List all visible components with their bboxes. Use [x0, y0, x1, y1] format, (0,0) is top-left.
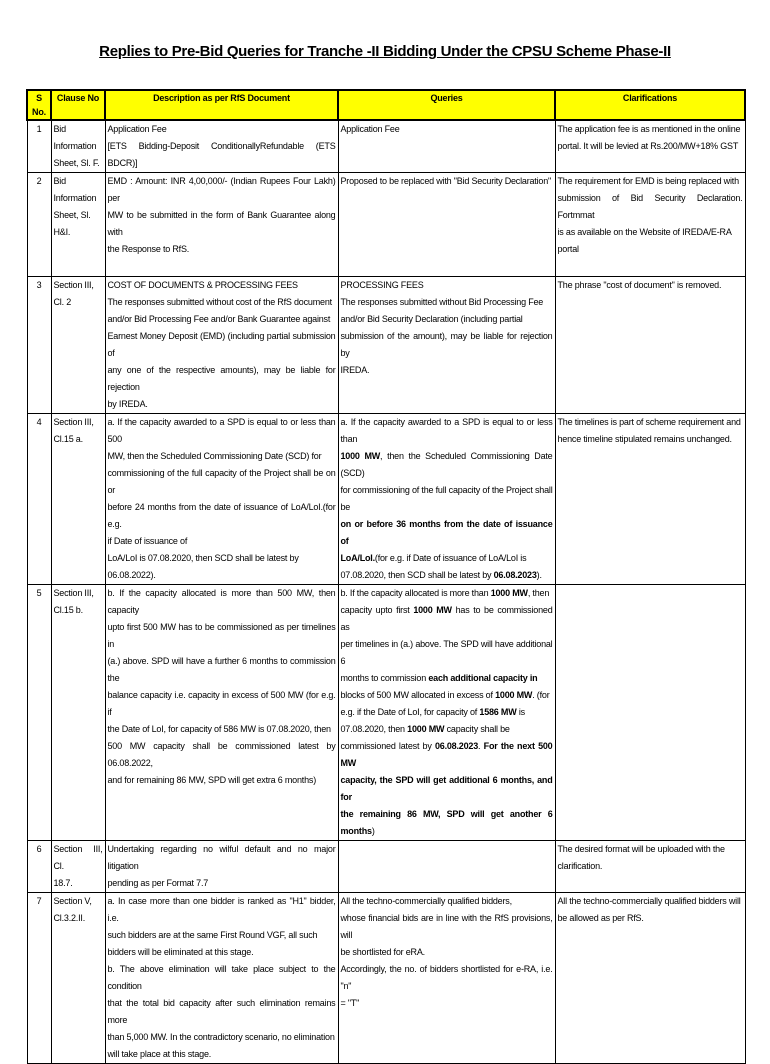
pre-bid-queries-table [26, 89, 746, 1064]
table-row [27, 893, 745, 1064]
table-body [27, 120, 745, 1064]
cell-line: 1000 MW, then the Scheduled Commissioning Date (SCD) [340, 451, 553, 478]
clarifications-cell [555, 893, 745, 1064]
sno-cell: 5 [27, 585, 51, 841]
cell-line: will take place at this stage. [107, 1049, 212, 1059]
cell-line: submission of Bid Security Declaration. Fortmmat [557, 193, 743, 220]
description-cell [105, 120, 338, 173]
cell-line: 500 MW capacity shall be commissioned latest by 06.08.2022, [107, 741, 336, 768]
cell-line: (a.) above. SPD will have a further 6 months to commission the [107, 656, 336, 683]
cell-line: Application Fee [340, 124, 400, 134]
cell-line: Cl.15 b. [53, 605, 83, 615]
clarifications-cell [555, 173, 745, 277]
cell-line: IREDA. [340, 365, 370, 375]
sno-cell: 3 [27, 277, 51, 414]
cell-line: b. The above elimination will take place subject to the condition [107, 964, 336, 991]
cell-line: Sheet, Sl. [53, 210, 91, 220]
cell-line: Section III, [53, 588, 94, 598]
cell-line: be shortlisted for eRA. [340, 947, 425, 957]
table-row [27, 173, 745, 277]
cell-line: Cl.3.2.II. [53, 913, 86, 923]
cell-line: the Response to RfS. [107, 244, 190, 254]
cell-line: Section III, [53, 417, 94, 427]
clause-cell [51, 414, 105, 585]
queries-cell [338, 841, 555, 893]
cell-line: The responses submitted without Bid Processing Fee [340, 297, 544, 307]
clause-cell [51, 277, 105, 414]
cell-line: Cl.15 a. [53, 434, 83, 444]
sno-cell: 2 [27, 173, 51, 277]
cell-line: 18.7. [53, 878, 73, 888]
cell-line: 06.08.2022). [107, 570, 156, 580]
cell-line: the remaining 86 MW, SPD will get another 6 months) [340, 809, 553, 836]
cell-line: Sheet, Sl. F. [53, 158, 100, 168]
cell-line: LoA/LoI.(for e.g. if Date of issuance of LoA/LoI is [340, 553, 527, 563]
cell-line: per timelines in (a.) above. The SPD will have additional 6 [340, 639, 553, 666]
table-row [27, 585, 745, 841]
cell-line: Accordingly, the no. of bidders shortlisted for e-RA, i.e. "n" [340, 964, 553, 991]
clause-cell [51, 120, 105, 173]
cell-line: All the techno-commercially qualified bidders will [557, 896, 741, 906]
description-cell [105, 893, 338, 1064]
cell-line: the Date of LoI, for capacity of 586 MW is 07.08.2020, then [107, 724, 331, 734]
cell-line: The responses submitted without cost of the RfS document [107, 297, 332, 307]
cell-line: clarification. [557, 861, 603, 871]
cell-line: portal. It will be levied at Rs.200/MW+18% GST [557, 141, 739, 151]
sno-cell: 1 [27, 120, 51, 173]
cell-line: EMD : Amount: INR 4,00,000/- (Indian Rupees Four Lakh) per [107, 176, 336, 203]
table-header-row [27, 90, 745, 120]
cell-line: [ETS Bidding-Deposit ConditionallyRefundable (ETS BDCR)] [107, 141, 336, 168]
cell-line: = "T" [340, 998, 360, 1008]
cell-line: by IREDA. [107, 399, 148, 409]
cell-line: Earnest Money Deposit (EMD) (including partial submission of [107, 331, 336, 358]
cell-line: PROCESSING FEES [340, 280, 424, 290]
cell-line: Information [53, 193, 97, 203]
cell-line: submission of the amount), may be liable for rejection by [340, 331, 553, 358]
header-description: Description as per RfS Document [105, 90, 338, 120]
sno-cell: 7 [27, 893, 51, 1064]
cell-line: that the total bid capacity after such elimination remains more [107, 998, 336, 1025]
cell-line: on or before 36 months from the date of issuance of [340, 519, 553, 546]
description-cell [105, 585, 338, 841]
cell-line: e.g. if the Date of LoI, for capacity of 1586 MW is [340, 707, 525, 717]
cell-line: blocks of 500 MW allocated in excess of 1000 MW. (for [340, 690, 550, 700]
cell-line: is as available on the Website of IREDA/E-RA [557, 227, 732, 237]
table-row [27, 120, 745, 173]
cell-line: be allowed as per RfS. [557, 913, 644, 923]
cell-line: such bidders are at the same First Round VGF, all such [107, 930, 318, 940]
sno-cell: 4 [27, 414, 51, 585]
queries-cell [338, 893, 555, 1064]
cell-line: and/or Bid Processing Fee and/or Bank Guarantee against [107, 314, 331, 324]
cell-line: All the techno-commercially qualified bidders, [340, 896, 512, 906]
cell-line: 07.08.2020, then SCD shall be latest by 06.08.2023). [340, 570, 542, 580]
page-title: Replies to Pre-Bid Queries for Tranche -II Bidding Under the CPSU Scheme Phase-II [99, 43, 671, 60]
header-queries: Queries [338, 90, 555, 120]
queries-cell [338, 277, 555, 414]
clause-cell [51, 173, 105, 277]
cell-line: Information [53, 141, 97, 151]
header-sno: S No. [27, 90, 51, 120]
clarifications-cell [555, 841, 745, 893]
header-clause: Clause No [51, 90, 105, 120]
cell-line: pending as per Format 7.7 [107, 878, 209, 888]
cell-line: Proposed to be replaced with "Bid Security Declaration" [340, 176, 552, 186]
cell-line: capacity upto first 1000 MW has to be commissioned as [340, 605, 553, 632]
cell-line: months to commission each additional capacity in [340, 673, 538, 683]
header-clarifications: Clarifications [555, 90, 745, 120]
cell-line: whose financial bids are in line with the RfS provisions, will [340, 913, 553, 940]
clause-cell [51, 841, 105, 893]
cell-line: The desired format will be uploaded with the [557, 844, 725, 854]
cell-line: a. If the capacity awarded to a SPD is equal to or less than [340, 417, 553, 444]
cell-line: 07.08.2020, then 1000 MW capacity shall be [340, 724, 510, 734]
cell-line: commissioning of the full capacity of the Project shall be on or [107, 468, 336, 495]
description-cell [105, 173, 338, 277]
cell-line: The phrase "cost of document" is removed. [557, 280, 722, 290]
cell-line: upto first 500 MW has to be commissioned as per timelines in [107, 622, 336, 649]
cell-line: The timelines is part of scheme requirement and [557, 417, 741, 427]
cell-line: Section V, [53, 896, 92, 906]
cell-line: than 5,000 MW. In the contradictory scenario, no elimination [107, 1032, 335, 1042]
sno-cell: 6 [27, 841, 51, 893]
cell-line: Section III, [53, 280, 94, 290]
queries-cell [338, 120, 555, 173]
cell-line: balance capacity i.e. capacity in excess of 500 MW (for e.g. if [107, 690, 336, 717]
cell-line: Application Fee [107, 124, 167, 134]
cell-line: commissioned latest by 06.08.2023. For the next 500 MW [340, 741, 553, 768]
cell-line: MW to be submitted in the form of Bank Guarantee along with [107, 210, 336, 237]
cell-line: Section III, Cl. [53, 844, 103, 871]
clarifications-cell [555, 585, 745, 841]
queries-cell [338, 173, 555, 277]
clarifications-cell [555, 414, 745, 585]
cell-line: before 24 months from the date of issuance of LoA/LoI.(for e.g. [107, 502, 336, 529]
cell-line: H&I. [53, 227, 71, 237]
clarifications-cell [555, 277, 745, 414]
cell-line: if Date of issuance of [107, 536, 188, 546]
cell-line: a. If the capacity awarded to a SPD is equal to or less than 500 [107, 417, 336, 444]
cell-line: Bid [53, 176, 66, 186]
cell-line: portal [557, 244, 579, 254]
cell-line: any one of the respective amounts), may be liable for rejection [107, 365, 336, 392]
clause-cell [51, 893, 105, 1064]
queries-cell [338, 585, 555, 841]
cell-line: and for remaining 86 MW, SPD will get extra 6 months) [107, 775, 316, 785]
description-cell [105, 277, 338, 414]
cell-line: Undertaking regarding no wilful default and no major litigation [107, 844, 336, 871]
cell-line: Bid [53, 124, 66, 134]
cell-line: The application fee is as mentioned in the online [557, 124, 741, 134]
cell-line: for commissioning of the full capacity of the Project shall be [340, 485, 553, 512]
queries-cell [338, 414, 555, 585]
clause-cell [51, 585, 105, 841]
table-row [27, 277, 745, 414]
cell-line: Cl. 2 [53, 297, 72, 307]
table-row [27, 841, 745, 893]
cell-line: and/or Bid Security Declaration (including partial [340, 314, 523, 324]
cell-line: COST OF DOCUMENTS & PROCESSING FEES [107, 280, 298, 290]
description-cell [105, 414, 338, 585]
cell-line: LoA/LoI is 07.08.2020, then SCD shall be latest by [107, 553, 299, 563]
description-cell [105, 841, 338, 893]
cell-line: a. In case more than one bidder is ranked as "H1" bidder, i.e. [107, 896, 336, 923]
cell-line: b. If the capacity allocated is more than 500 MW, then capacity [107, 588, 336, 615]
cell-line: MW, then the Scheduled Commissioning Date (SCD) for [107, 451, 322, 461]
clarifications-cell [555, 120, 745, 173]
cell-line: bidders will be eliminated at this stage. [107, 947, 254, 957]
cell-line: capacity, the SPD will get additional 6 months, and for [340, 775, 553, 802]
table-row [27, 414, 745, 585]
cell-line: b. If the capacity allocated is more than 1000 MW, then [340, 588, 550, 598]
cell-line: The requirement for EMD is being replaced with [557, 176, 739, 186]
cell-line: hence timeline stipulated remains unchanged. [557, 434, 732, 444]
